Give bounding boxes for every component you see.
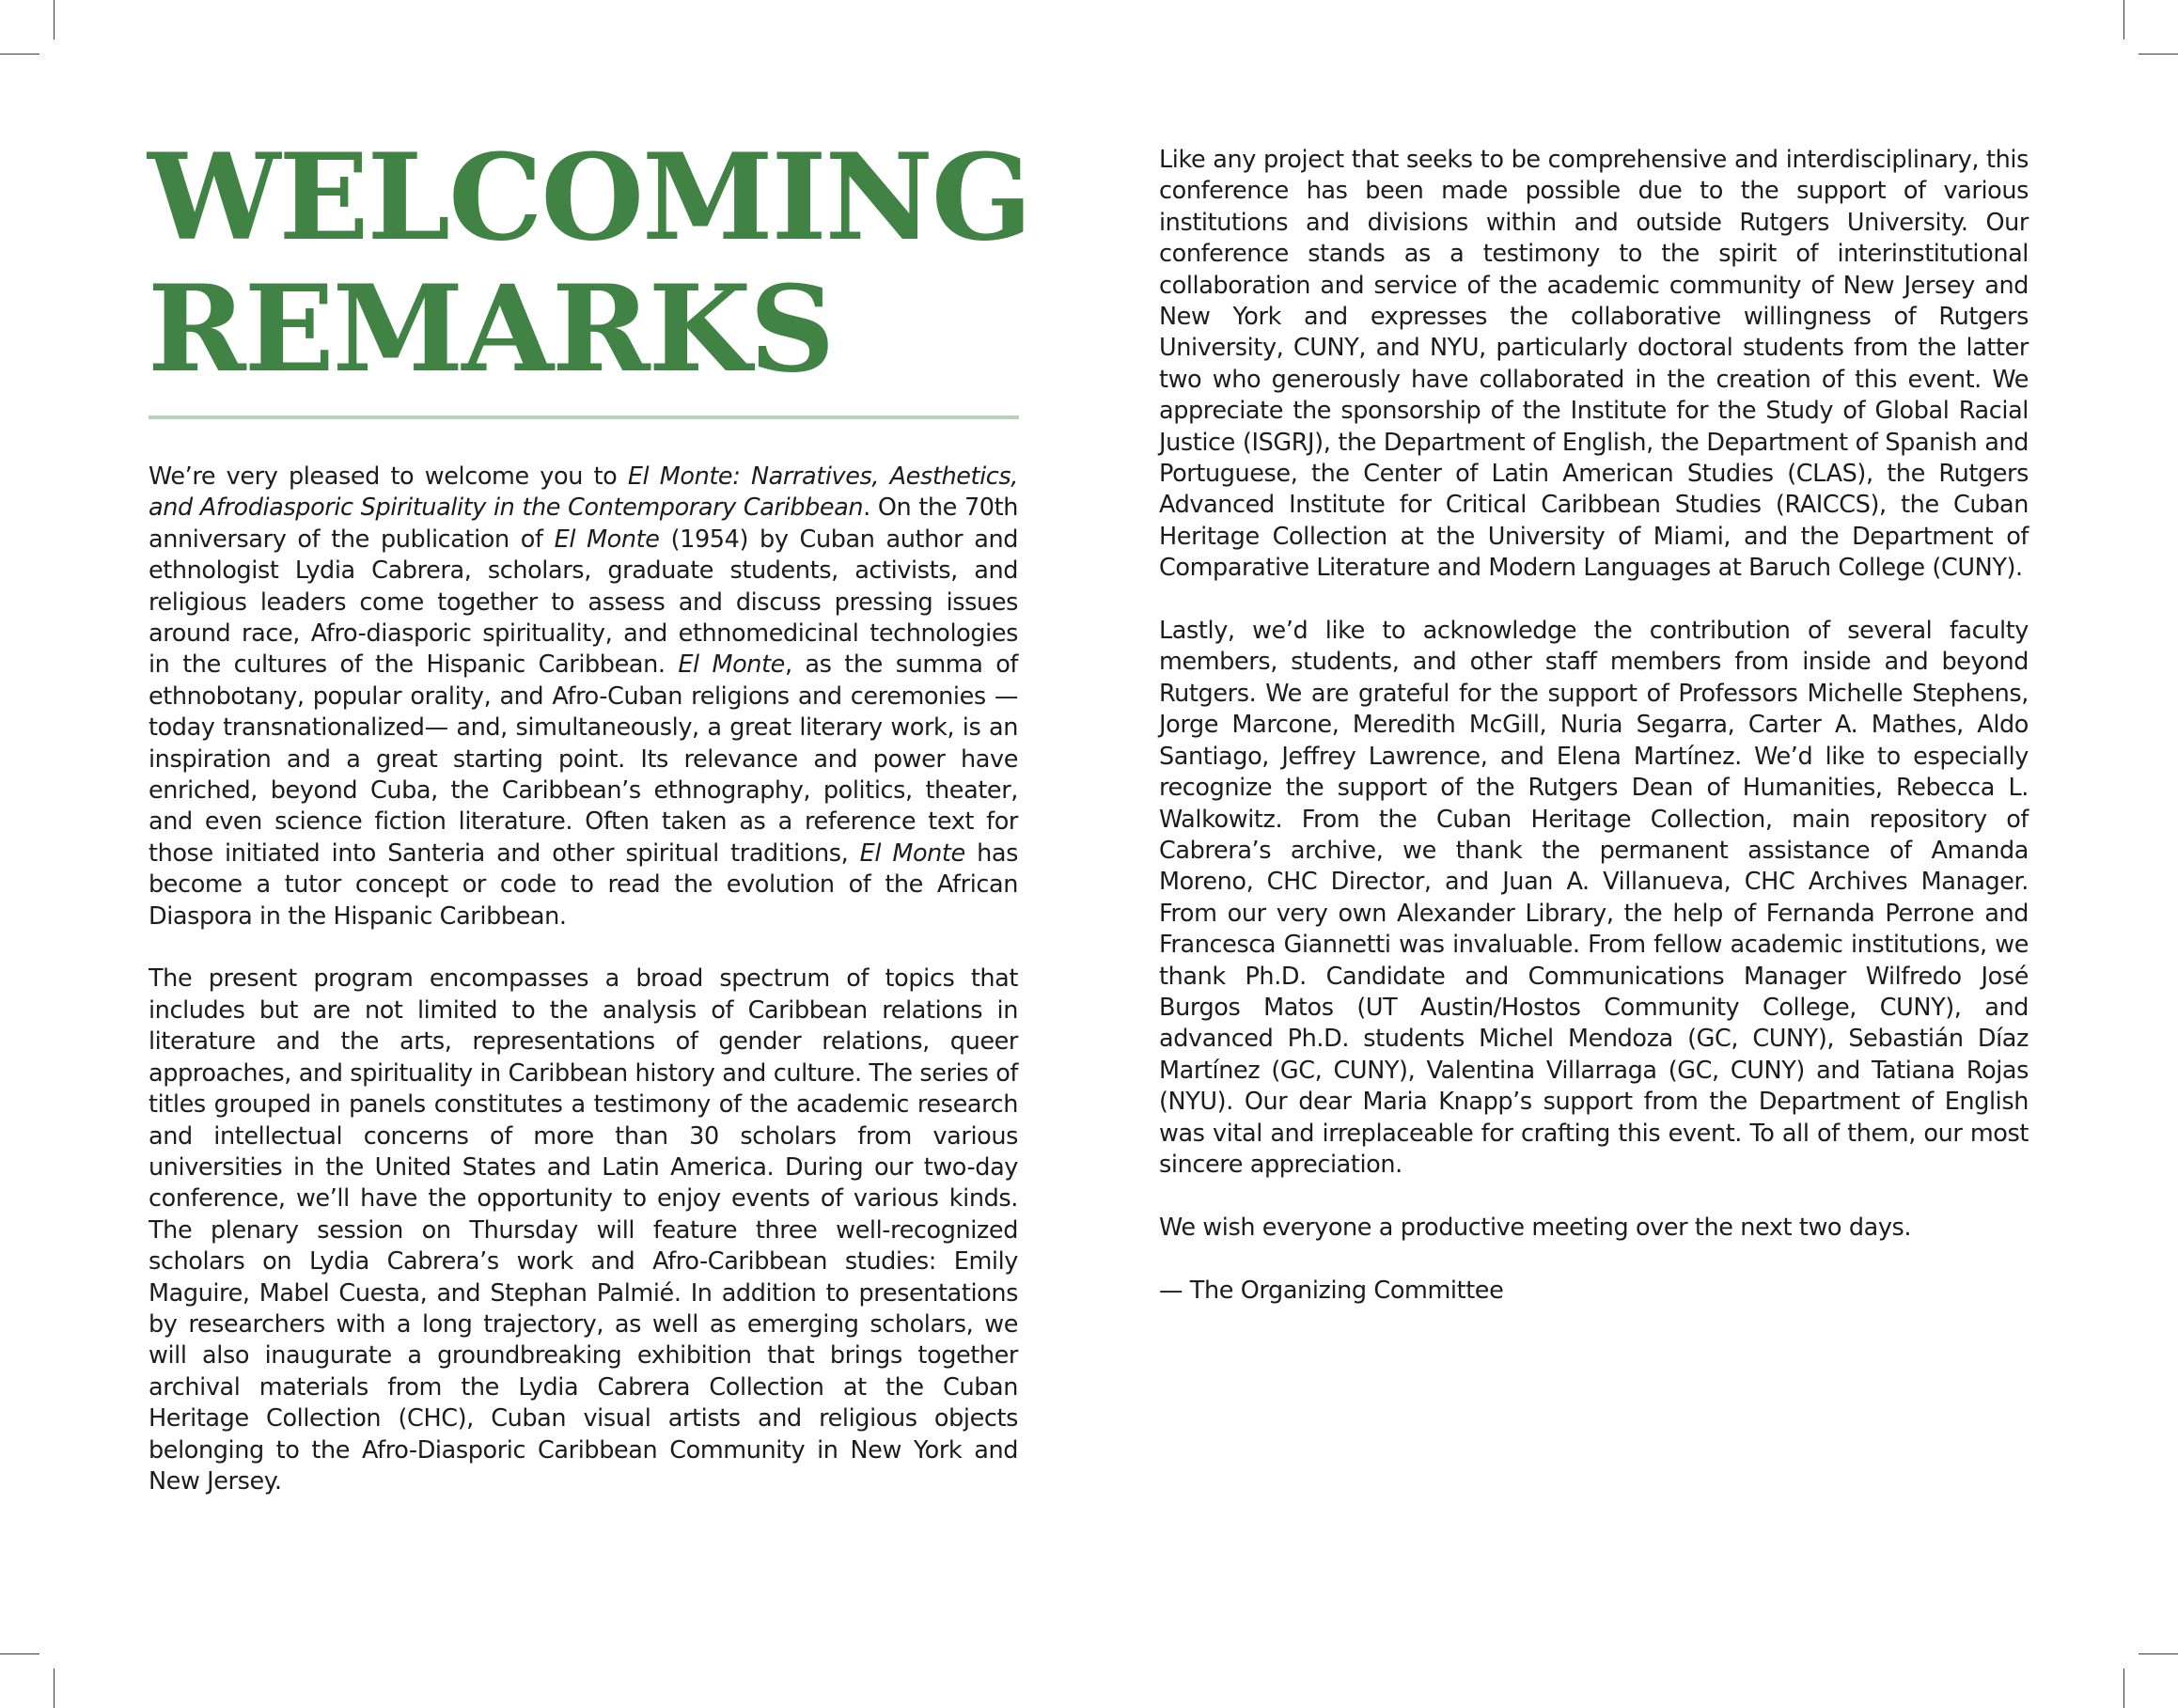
welcome-intro-text: We’re very pleased to welcome you to	[149, 462, 628, 491]
paragraph-closing: We wish everyone a productive meeting over the next two days.	[1159, 1213, 1912, 1242]
crop-mark-bottom-right-v	[2123, 1669, 2124, 1708]
title-line-1: WELCOMING	[148, 128, 1031, 267]
paragraph-welcome	[149, 462, 1018, 932]
crop-mark-top-left-h	[0, 54, 39, 55]
title-divider	[149, 415, 1019, 419]
welcome-text-3: , as the summa of ethnobotany, popular orality, and Afro-Cuban religions and ceremonies —today transnationalized— and, simultaneously, a great literary work, is an inspiration and a great starting point. Its relevance and power have enriched, beyond Cuba, the Caribbean’s ethnography, politics, theater, and even science fiction literature. Often taken as a reference text for those initiated into Santeria and other spiritual traditions,	[149, 650, 1018, 868]
signature: — The Organizing Committee	[1159, 1276, 1504, 1305]
crop-mark-top-right-h	[2139, 54, 2178, 55]
paragraph-program: The present program encompasses a broad spectrum of topics that includes but are not limited to the analysis of Caribbean relations in literature and the arts, representations of gender relations, queer approaches, and spirituality in Caribbean history and culture. The series of titles grouped in panels constitutes a testimony of the academic research and intellectual concerns of more than 30 scholars from various universities in the United States and Latin America. During our two-day conference, we’ll have the opportunity to enjoy events of various kinds. The plenary session on Thursday will feature three well-recognized scholars on Lydia Cabrera’s work and Afro-Caribbean studies: Emily Maguire, Mabel Cuesta, and Stephan Palmié. In addition to presentations by researchers with a long trajectory, as well as emerging scholars, we will also inaugurate a groundbreaking exhibition that brings together archival materials from the Lydia Cabrera Collection at the Cuban Heritage Collection (CHC), Cuban visual artists and religious objects belonging to the Afro-Diasporic Caribbean Community in New York and New Jersey.	[149, 964, 1018, 1496]
welcome-text-4: has become a tutor concept or code to read the evolution of the African Diaspora in the Hispanic Caribbean.	[149, 838, 1018, 931]
book-title: El Monte	[554, 525, 660, 554]
book-title: El Monte	[859, 838, 965, 868]
right-column	[1159, 145, 2029, 1307]
crop-mark-top-left-v	[54, 0, 55, 39]
conference-title: El Monte: Narratives, Aesthetics, and Afrodiasporic Spirituality in the Contemporary Caribbean	[149, 462, 1018, 523]
crop-mark-bottom-right-h	[2139, 1653, 2178, 1654]
welcome-text-1: . On the 70th anniversary of the publication of	[149, 494, 1018, 554]
left-column	[149, 462, 1018, 1497]
paragraph-acknowledgements: Lastly, we’d like to acknowledge the contribution of several faculty members, students, and other staff members from inside and beyond Rutgers. We are grateful for the support of Professors Michelle Stephens, Jorge Marcone, Meredith McGill, Nuria Segarra, Carter A. Mathes, Aldo Santiago, Jeffrey Lawrence, and Elena Martínez. We’d like to especially recognize the support of the Rutgers Dean of Humanities, Rebecca L. Walkowitz. From the Cuban Heritage Collection, main repository of Cabrera’s archive, we thank the permanent assistance of Amanda Moreno, CHC Director, and Juan A. Villanueva, CHC Archives Manager. From our very own Alexander Library, the help of Fernanda Perrone and Francesca Giannetti was invaluable. From fellow academic institutions, we thank Ph.D. Candidate and Communications Manager Wilfredo José Burgos Matos (UT Austin/Hostos Community College, CUNY), and advanced Ph.D. students Michel Mendoza (GC, CUNY), Sebastián Díaz Martínez (GC, CUNY), Valentina Villarraga (GC, CUNY) and Tatiana Rojas (NYU). Our dear Maria Knapp’s support from the Department of English was vital and irreplaceable for crafting this event. To all of them, our most sincere appreciation.	[1159, 617, 2029, 1179]
paragraph-sponsors: Like any project that seeks to be comprehensive and interdisciplinary, this conference has been made possible due to the support of various institutions and divisions within and outside Rutgers University. Our conference stands as a testimony to the spirit of interinstitutional collaboration and service of the academic community of New Jersey and New York and expresses the collaborative willingness of Rutgers University, CUNY, and NYU, particularly doctoral students from the latter two who generously have collaborated in the creation of this event. We appreciate the sponsorship of the Institute for the Study of Global Racial Justice (ISGRJ), the Department of English, the Department of Spanish and Portuguese, the Center of Latin American Studies (CLAS), the Rutgers Advanced Institute for Critical Caribbean Studies (RAICCS), the Cuban Heritage Collection at the University of Miami, and the Department of Comparative Literature and Modern Languages at Baruch College (CUNY).	[1159, 146, 2029, 583]
page-title	[148, 128, 1031, 399]
crop-mark-top-right-v	[2123, 0, 2124, 39]
crop-mark-bottom-left-h	[0, 1653, 39, 1654]
book-title: El Monte	[678, 650, 785, 680]
title-line-2: REMARKS	[148, 259, 834, 399]
welcome-text-2: (1954) by Cuban author and ethnologist Lydia Cabrera, scholars, graduate students, activists, and religious leaders come together to assess and discuss pressing issues around race, Afro-diasporic spirituality, and ethnomedicinal technologies in the cultures of the Hispanic Caribbean.	[149, 525, 1019, 680]
crop-mark-bottom-left-v	[54, 1669, 55, 1708]
